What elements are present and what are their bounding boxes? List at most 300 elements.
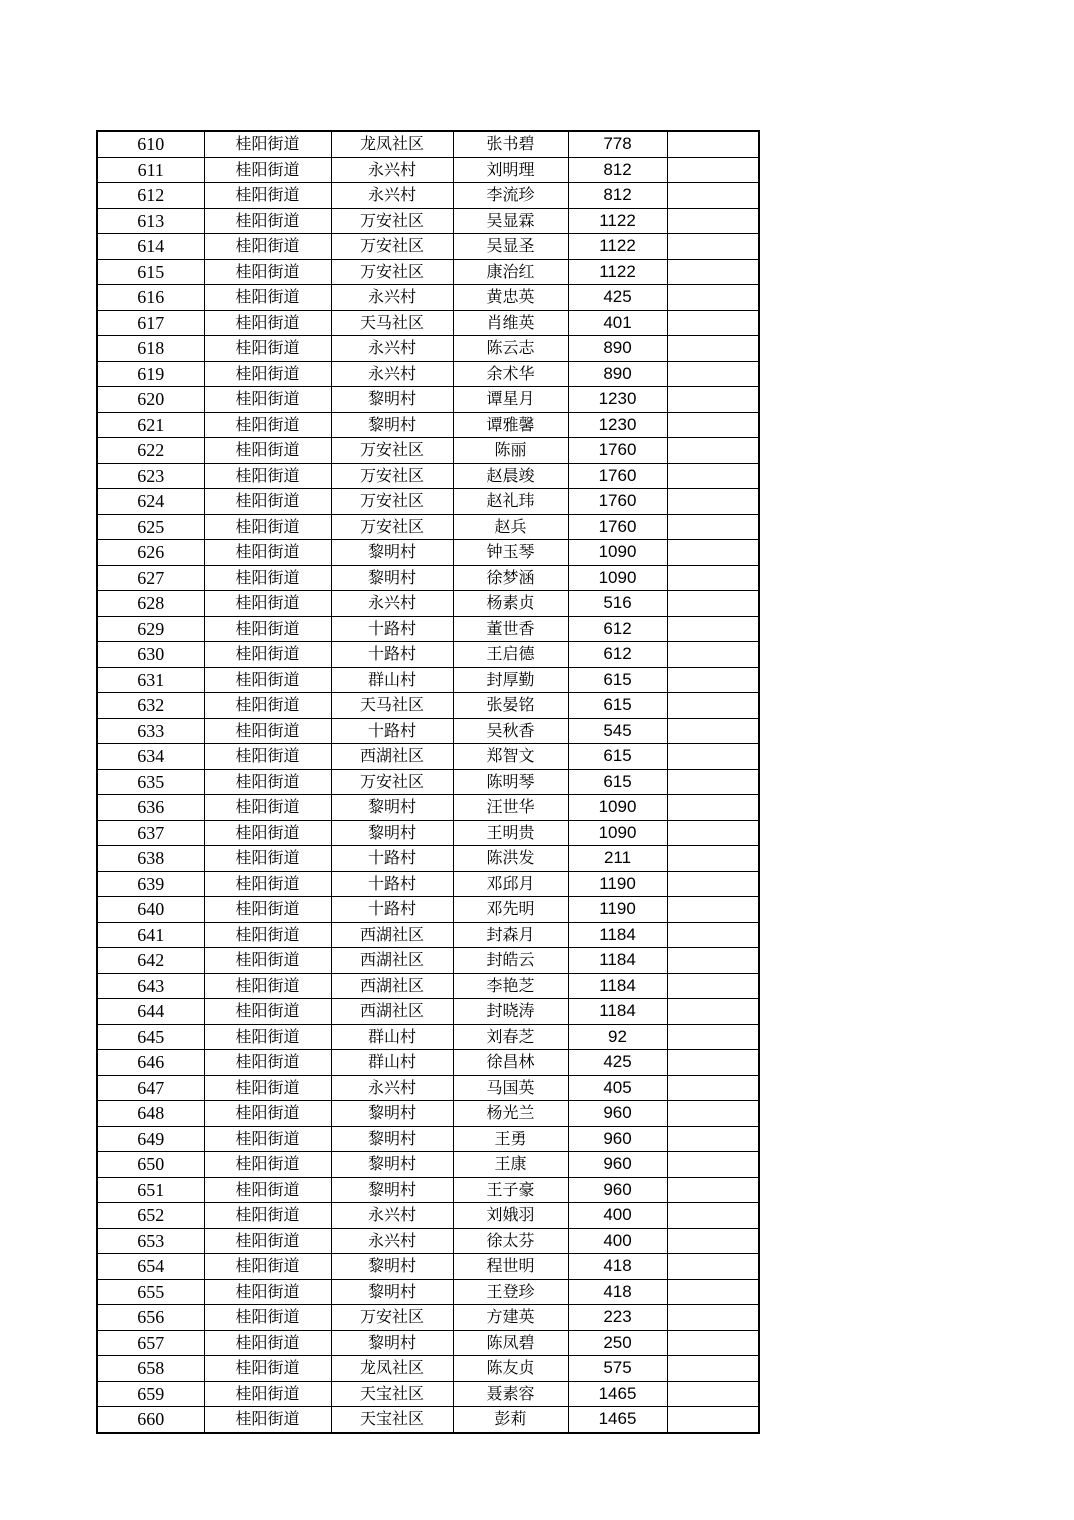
- cell-community: 永兴村: [331, 591, 453, 617]
- cell-community: 永兴村: [331, 157, 453, 183]
- cell-seq: 655: [97, 1279, 204, 1305]
- cell-name: 陈丽: [453, 438, 568, 464]
- table-row: [97, 1075, 759, 1101]
- cell-name: 徐昌林: [453, 1050, 568, 1076]
- cell-street: 桂阳街道: [204, 1381, 331, 1407]
- cell-seq: 631: [97, 667, 204, 693]
- cell-name: 王登珍: [453, 1279, 568, 1305]
- cell-seq: 627: [97, 565, 204, 591]
- cell-community: 龙凤社区: [331, 1356, 453, 1382]
- cell-seq: 640: [97, 897, 204, 923]
- cell-community: 十路村: [331, 642, 453, 668]
- cell-remark: [667, 1356, 759, 1382]
- table-row: [97, 769, 759, 795]
- cell-street: 桂阳街道: [204, 565, 331, 591]
- table-row: [97, 131, 759, 157]
- cell-name: 李艳芝: [453, 973, 568, 999]
- cell-name: 王子豪: [453, 1177, 568, 1203]
- table-row: [97, 1279, 759, 1305]
- cell-community: 永兴村: [331, 1228, 453, 1254]
- cell-name: 程世明: [453, 1254, 568, 1280]
- cell-remark: [667, 642, 759, 668]
- cell-remark: [667, 1075, 759, 1101]
- table-row: [97, 744, 759, 770]
- cell-name: 封晓涛: [453, 999, 568, 1025]
- table-row: [97, 718, 759, 744]
- cell-amount: 890: [568, 336, 667, 362]
- cell-street: 桂阳街道: [204, 1050, 331, 1076]
- cell-amount: 1090: [568, 795, 667, 821]
- cell-seq: 633: [97, 718, 204, 744]
- cell-amount: 1760: [568, 463, 667, 489]
- table-row: [97, 565, 759, 591]
- cell-amount: 612: [568, 616, 667, 642]
- cell-remark: [667, 718, 759, 744]
- cell-remark: [667, 131, 759, 157]
- cell-remark: [667, 973, 759, 999]
- cell-street: 桂阳街道: [204, 973, 331, 999]
- cell-seq: 613: [97, 208, 204, 234]
- cell-name: 杨光兰: [453, 1101, 568, 1127]
- cell-community: 群山村: [331, 1050, 453, 1076]
- cell-remark: [667, 846, 759, 872]
- cell-amount: 615: [568, 769, 667, 795]
- cell-amount: 545: [568, 718, 667, 744]
- cell-amount: 575: [568, 1356, 667, 1382]
- table-row: [97, 1177, 759, 1203]
- cell-street: 桂阳街道: [204, 616, 331, 642]
- cell-remark: [667, 667, 759, 693]
- cell-seq: 630: [97, 642, 204, 668]
- cell-amount: 960: [568, 1152, 667, 1178]
- cell-seq: 649: [97, 1126, 204, 1152]
- cell-name: 吴秋香: [453, 718, 568, 744]
- cell-name: 黄忠英: [453, 285, 568, 311]
- cell-name: 郑智文: [453, 744, 568, 770]
- cell-street: 桂阳街道: [204, 846, 331, 872]
- cell-seq: 616: [97, 285, 204, 311]
- cell-name: 马国英: [453, 1075, 568, 1101]
- cell-amount: 1190: [568, 871, 667, 897]
- table-row: [97, 1101, 759, 1127]
- cell-seq: 619: [97, 361, 204, 387]
- cell-remark: [667, 361, 759, 387]
- cell-remark: [667, 820, 759, 846]
- cell-name: 封厚勤: [453, 667, 568, 693]
- table-row: [97, 922, 759, 948]
- cell-remark: [667, 540, 759, 566]
- table-row: [97, 1356, 759, 1382]
- cell-remark: [667, 489, 759, 515]
- cell-community: 黎明村: [331, 540, 453, 566]
- table-row: [97, 897, 759, 923]
- cell-remark: [667, 795, 759, 821]
- table-row: [97, 973, 759, 999]
- cell-community: 十路村: [331, 897, 453, 923]
- cell-street: 桂阳街道: [204, 285, 331, 311]
- cell-remark: [667, 1279, 759, 1305]
- cell-amount: 890: [568, 361, 667, 387]
- cell-community: 黎明村: [331, 1279, 453, 1305]
- cell-community: 永兴村: [331, 361, 453, 387]
- cell-name: 赵礼玮: [453, 489, 568, 515]
- cell-street: 桂阳街道: [204, 183, 331, 209]
- table-row: [97, 642, 759, 668]
- cell-seq: 615: [97, 259, 204, 285]
- cell-remark: [667, 616, 759, 642]
- cell-name: 吴显圣: [453, 234, 568, 260]
- cell-name: 彭莉: [453, 1407, 568, 1433]
- cell-remark: [667, 744, 759, 770]
- table-row: [97, 616, 759, 642]
- cell-amount: 1230: [568, 387, 667, 413]
- cell-amount: 1090: [568, 820, 667, 846]
- cell-seq: 653: [97, 1228, 204, 1254]
- cell-amount: 425: [568, 1050, 667, 1076]
- cell-community: 黎明村: [331, 1101, 453, 1127]
- cell-street: 桂阳街道: [204, 489, 331, 515]
- table-row: [97, 1203, 759, 1229]
- cell-seq: 650: [97, 1152, 204, 1178]
- cell-street: 桂阳街道: [204, 1407, 331, 1433]
- cell-seq: 660: [97, 1407, 204, 1433]
- table-row: [97, 234, 759, 260]
- table-row: [97, 693, 759, 719]
- cell-remark: [667, 1228, 759, 1254]
- cell-amount: 615: [568, 744, 667, 770]
- cell-name: 肖维英: [453, 310, 568, 336]
- cell-name: 吴显霖: [453, 208, 568, 234]
- table-row: [97, 463, 759, 489]
- table-row: [97, 412, 759, 438]
- roster-table: [96, 130, 760, 1434]
- cell-name: 刘明理: [453, 157, 568, 183]
- cell-amount: 1230: [568, 412, 667, 438]
- cell-seq: 645: [97, 1024, 204, 1050]
- cell-remark: [667, 1126, 759, 1152]
- cell-community: 黎明村: [331, 412, 453, 438]
- cell-street: 桂阳街道: [204, 234, 331, 260]
- cell-community: 天宝社区: [331, 1407, 453, 1433]
- cell-remark: [667, 1101, 759, 1127]
- table-row: [97, 667, 759, 693]
- cell-street: 桂阳街道: [204, 820, 331, 846]
- cell-name: 封皓云: [453, 948, 568, 974]
- cell-seq: 643: [97, 973, 204, 999]
- cell-seq: 629: [97, 616, 204, 642]
- table-row: [97, 285, 759, 311]
- cell-remark: [667, 1407, 759, 1433]
- table-row: [97, 157, 759, 183]
- cell-amount: 960: [568, 1126, 667, 1152]
- table-row: [97, 1330, 759, 1356]
- cell-seq: 654: [97, 1254, 204, 1280]
- cell-community: 万安社区: [331, 514, 453, 540]
- cell-name: 刘春芝: [453, 1024, 568, 1050]
- table-row: [97, 336, 759, 362]
- cell-street: 桂阳街道: [204, 1228, 331, 1254]
- table-row: [97, 387, 759, 413]
- cell-amount: 400: [568, 1228, 667, 1254]
- cell-community: 黎明村: [331, 795, 453, 821]
- cell-amount: 418: [568, 1279, 667, 1305]
- cell-name: 康治红: [453, 259, 568, 285]
- cell-street: 桂阳街道: [204, 642, 331, 668]
- cell-remark: [667, 871, 759, 897]
- cell-community: 万安社区: [331, 769, 453, 795]
- cell-remark: [667, 769, 759, 795]
- table-row: [97, 1024, 759, 1050]
- cell-community: 群山村: [331, 667, 453, 693]
- table-row: [97, 795, 759, 821]
- cell-amount: 1090: [568, 565, 667, 591]
- cell-community: 黎明村: [331, 820, 453, 846]
- cell-name: 谭星月: [453, 387, 568, 413]
- cell-street: 桂阳街道: [204, 1254, 331, 1280]
- cell-name: 汪世华: [453, 795, 568, 821]
- cell-seq: 618: [97, 336, 204, 362]
- cell-amount: 1760: [568, 514, 667, 540]
- cell-street: 桂阳街道: [204, 769, 331, 795]
- cell-amount: 1184: [568, 922, 667, 948]
- cell-seq: 614: [97, 234, 204, 260]
- cell-name: 方建英: [453, 1305, 568, 1331]
- cell-community: 西湖社区: [331, 999, 453, 1025]
- table-row: [97, 871, 759, 897]
- table-row: [97, 540, 759, 566]
- cell-amount: 1122: [568, 208, 667, 234]
- cell-name: 董世香: [453, 616, 568, 642]
- cell-name: 李流珍: [453, 183, 568, 209]
- table-row: [97, 183, 759, 209]
- cell-amount: 778: [568, 131, 667, 157]
- cell-street: 桂阳街道: [204, 999, 331, 1025]
- cell-name: 邓先明: [453, 897, 568, 923]
- cell-seq: 647: [97, 1075, 204, 1101]
- cell-community: 永兴村: [331, 336, 453, 362]
- cell-amount: 1184: [568, 973, 667, 999]
- cell-community: 永兴村: [331, 183, 453, 209]
- cell-community: 万安社区: [331, 438, 453, 464]
- cell-street: 桂阳街道: [204, 871, 331, 897]
- cell-remark: [667, 336, 759, 362]
- cell-name: 聂素容: [453, 1381, 568, 1407]
- cell-remark: [667, 387, 759, 413]
- cell-seq: 628: [97, 591, 204, 617]
- cell-street: 桂阳街道: [204, 1177, 331, 1203]
- cell-amount: 1122: [568, 259, 667, 285]
- cell-name: 王勇: [453, 1126, 568, 1152]
- cell-street: 桂阳街道: [204, 1152, 331, 1178]
- cell-seq: 622: [97, 438, 204, 464]
- cell-name: 徐太芬: [453, 1228, 568, 1254]
- cell-remark: [667, 591, 759, 617]
- cell-community: 黎明村: [331, 387, 453, 413]
- table-row: [97, 489, 759, 515]
- cell-amount: 1184: [568, 948, 667, 974]
- cell-amount: 1760: [568, 438, 667, 464]
- cell-name: 陈云志: [453, 336, 568, 362]
- cell-street: 桂阳街道: [204, 1024, 331, 1050]
- cell-community: 黎明村: [331, 1330, 453, 1356]
- cell-seq: 623: [97, 463, 204, 489]
- cell-name: 刘娥羽: [453, 1203, 568, 1229]
- cell-community: 西湖社区: [331, 744, 453, 770]
- cell-amount: 615: [568, 667, 667, 693]
- cell-street: 桂阳街道: [204, 438, 331, 464]
- cell-seq: 621: [97, 412, 204, 438]
- cell-amount: 250: [568, 1330, 667, 1356]
- cell-street: 桂阳街道: [204, 718, 331, 744]
- cell-community: 万安社区: [331, 489, 453, 515]
- cell-name: 徐梦涵: [453, 565, 568, 591]
- cell-name: 张晏铭: [453, 693, 568, 719]
- cell-street: 桂阳街道: [204, 1101, 331, 1127]
- cell-name: 张书碧: [453, 131, 568, 157]
- cell-amount: 405: [568, 1075, 667, 1101]
- cell-amount: 615: [568, 693, 667, 719]
- cell-remark: [667, 1050, 759, 1076]
- cell-community: 西湖社区: [331, 948, 453, 974]
- cell-community: 万安社区: [331, 234, 453, 260]
- cell-community: 十路村: [331, 616, 453, 642]
- cell-amount: 960: [568, 1177, 667, 1203]
- cell-street: 桂阳街道: [204, 259, 331, 285]
- cell-seq: 610: [97, 131, 204, 157]
- cell-seq: 639: [97, 871, 204, 897]
- cell-street: 桂阳街道: [204, 1305, 331, 1331]
- cell-street: 桂阳街道: [204, 744, 331, 770]
- cell-community: 永兴村: [331, 285, 453, 311]
- cell-community: 西湖社区: [331, 922, 453, 948]
- cell-street: 桂阳街道: [204, 948, 331, 974]
- cell-name: 钟玉琴: [453, 540, 568, 566]
- cell-remark: [667, 259, 759, 285]
- cell-name: 王启德: [453, 642, 568, 668]
- cell-seq: 620: [97, 387, 204, 413]
- cell-seq: 657: [97, 1330, 204, 1356]
- cell-street: 桂阳街道: [204, 387, 331, 413]
- table-row: [97, 208, 759, 234]
- table-row: [97, 999, 759, 1025]
- cell-remark: [667, 1254, 759, 1280]
- cell-name: 陈友贞: [453, 1356, 568, 1382]
- cell-seq: 612: [97, 183, 204, 209]
- cell-community: 群山村: [331, 1024, 453, 1050]
- cell-seq: 625: [97, 514, 204, 540]
- table-row: [97, 1254, 759, 1280]
- cell-community: 万安社区: [331, 463, 453, 489]
- table-row: [97, 820, 759, 846]
- cell-community: 十路村: [331, 871, 453, 897]
- cell-remark: [667, 1024, 759, 1050]
- cell-amount: 516: [568, 591, 667, 617]
- cell-street: 桂阳街道: [204, 795, 331, 821]
- cell-name: 陈洪发: [453, 846, 568, 872]
- cell-seq: 648: [97, 1101, 204, 1127]
- cell-seq: 642: [97, 948, 204, 974]
- cell-community: 天马社区: [331, 310, 453, 336]
- cell-street: 桂阳街道: [204, 131, 331, 157]
- cell-seq: 637: [97, 820, 204, 846]
- cell-street: 桂阳街道: [204, 336, 331, 362]
- cell-amount: 812: [568, 183, 667, 209]
- cell-amount: 1760: [568, 489, 667, 515]
- cell-street: 桂阳街道: [204, 310, 331, 336]
- cell-amount: 1465: [568, 1381, 667, 1407]
- cell-street: 桂阳街道: [204, 1075, 331, 1101]
- cell-seq: 656: [97, 1305, 204, 1331]
- table-row: [97, 514, 759, 540]
- cell-community: 万安社区: [331, 259, 453, 285]
- cell-street: 桂阳街道: [204, 667, 331, 693]
- table-row: [97, 1381, 759, 1407]
- cell-seq: 638: [97, 846, 204, 872]
- cell-remark: [667, 1330, 759, 1356]
- cell-amount: 1184: [568, 999, 667, 1025]
- cell-name: 封森月: [453, 922, 568, 948]
- cell-community: 西湖社区: [331, 973, 453, 999]
- cell-street: 桂阳街道: [204, 412, 331, 438]
- cell-street: 桂阳街道: [204, 1126, 331, 1152]
- cell-street: 桂阳街道: [204, 1330, 331, 1356]
- table-row: [97, 1305, 759, 1331]
- cell-community: 龙凤社区: [331, 131, 453, 157]
- cell-name: 赵兵: [453, 514, 568, 540]
- cell-seq: 617: [97, 310, 204, 336]
- cell-amount: 1190: [568, 897, 667, 923]
- table-row: [97, 1407, 759, 1433]
- cell-street: 桂阳街道: [204, 540, 331, 566]
- cell-amount: 1122: [568, 234, 667, 260]
- table-row: [97, 1050, 759, 1076]
- cell-remark: [667, 565, 759, 591]
- cell-seq: 652: [97, 1203, 204, 1229]
- cell-amount: 223: [568, 1305, 667, 1331]
- cell-street: 桂阳街道: [204, 463, 331, 489]
- cell-remark: [667, 514, 759, 540]
- cell-seq: 646: [97, 1050, 204, 1076]
- table-row: [97, 846, 759, 872]
- cell-community: 万安社区: [331, 1305, 453, 1331]
- cell-remark: [667, 285, 759, 311]
- cell-community: 永兴村: [331, 1075, 453, 1101]
- cell-street: 桂阳街道: [204, 1279, 331, 1305]
- cell-remark: [667, 948, 759, 974]
- cell-name: 邓邱月: [453, 871, 568, 897]
- cell-seq: 634: [97, 744, 204, 770]
- cell-community: 十路村: [331, 846, 453, 872]
- cell-remark: [667, 412, 759, 438]
- table-row: [97, 948, 759, 974]
- cell-street: 桂阳街道: [204, 897, 331, 923]
- cell-community: 黎明村: [331, 565, 453, 591]
- cell-street: 桂阳街道: [204, 514, 331, 540]
- cell-community: 天宝社区: [331, 1381, 453, 1407]
- cell-remark: [667, 208, 759, 234]
- cell-remark: [667, 1203, 759, 1229]
- cell-seq: 659: [97, 1381, 204, 1407]
- table-row: [97, 438, 759, 464]
- cell-street: 桂阳街道: [204, 157, 331, 183]
- cell-name: 赵晨竣: [453, 463, 568, 489]
- cell-remark: [667, 183, 759, 209]
- cell-amount: 425: [568, 285, 667, 311]
- cell-seq: 626: [97, 540, 204, 566]
- cell-street: 桂阳街道: [204, 1203, 331, 1229]
- cell-remark: [667, 1381, 759, 1407]
- cell-street: 桂阳街道: [204, 361, 331, 387]
